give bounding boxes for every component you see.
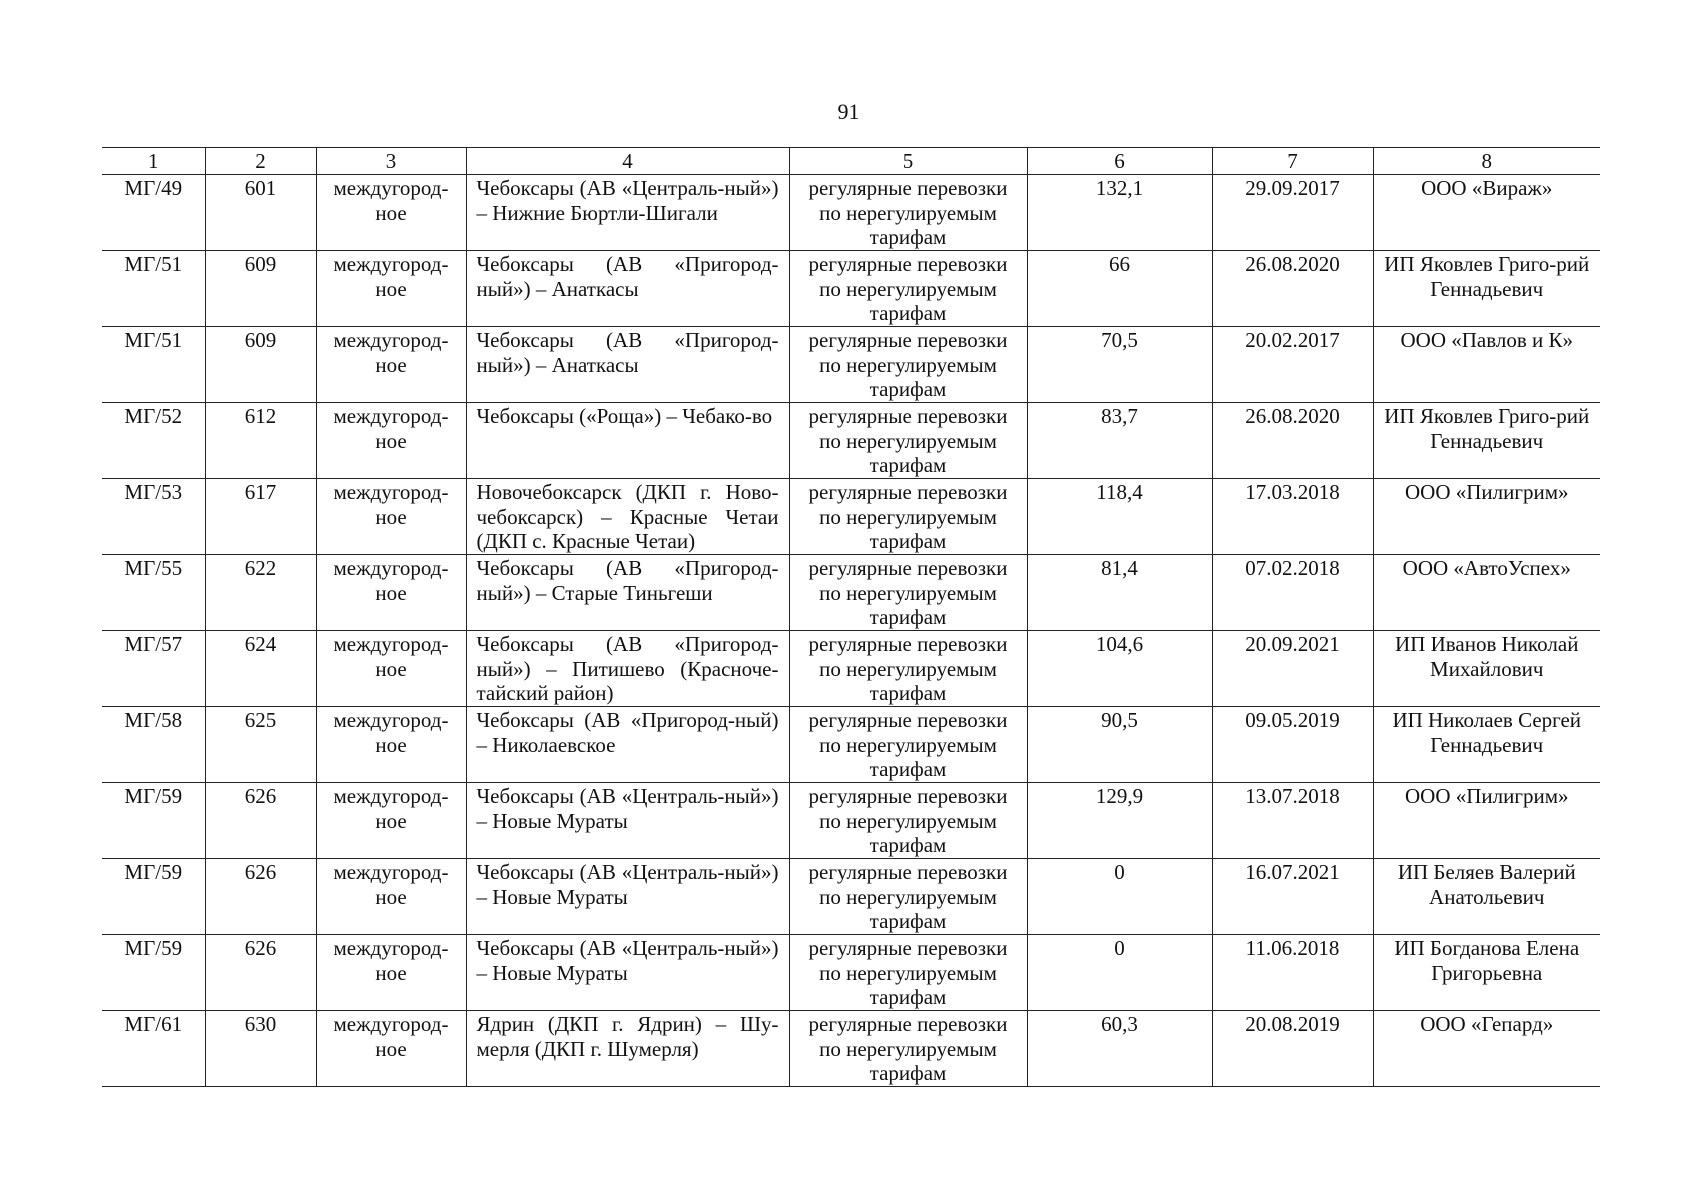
- route-length-cell: 83,7: [1027, 403, 1212, 479]
- route-code-cell: МГ/61: [102, 1011, 205, 1087]
- route-length-cell: 90,5: [1027, 707, 1212, 783]
- carrier-cell: ИП Яковлев Григо-рий Геннадьевич: [1373, 403, 1600, 479]
- transport-kind-cell: регулярные перевозки по нерегулируемым тарифам: [789, 403, 1027, 479]
- date-cell: 09.05.2019: [1212, 707, 1373, 783]
- carrier-cell: ООО «Пилигрим»: [1373, 479, 1600, 555]
- column-number: 7: [1212, 148, 1373, 175]
- date-cell: 29.09.2017: [1212, 175, 1373, 251]
- carrier-cell: ИП Иванов Николай Михайлович: [1373, 631, 1600, 707]
- route-type-cell: междугород- ное: [316, 935, 466, 1011]
- route-number-cell: 630: [205, 1011, 316, 1087]
- route-type-cell: междугород- ное: [316, 403, 466, 479]
- route-length-cell: 81,4: [1027, 555, 1212, 631]
- date-cell: 20.09.2021: [1212, 631, 1373, 707]
- route-path-cell: Чебоксары (АВ «Пригород-ный») – Питишево (Красноче-тайский район): [466, 631, 789, 707]
- route-code-cell: МГ/52: [102, 403, 205, 479]
- route-type-cell: междугород- ное: [316, 175, 466, 251]
- route-path-cell: Чебоксары (АВ «Централь-ный») – Новые Мураты: [466, 935, 789, 1011]
- route-code-cell: МГ/51: [102, 327, 205, 403]
- table-row: [102, 631, 1600, 707]
- route-code-cell: МГ/51: [102, 251, 205, 327]
- transport-kind-cell: регулярные перевозки по нерегулируемым тарифам: [789, 175, 1027, 251]
- route-type-cell: междугород- ное: [316, 783, 466, 859]
- route-code-cell: МГ/59: [102, 935, 205, 1011]
- route-number-cell: 622: [205, 555, 316, 631]
- route-number-cell: 625: [205, 707, 316, 783]
- transport-kind-cell: регулярные перевозки по нерегулируемым тарифам: [789, 935, 1027, 1011]
- carrier-cell: ООО «Пилигрим»: [1373, 783, 1600, 859]
- column-number: 5: [789, 148, 1027, 175]
- table-row: [102, 175, 1600, 251]
- column-number: 8: [1373, 148, 1600, 175]
- carrier-cell: ИП Николаев Сергей Геннадьевич: [1373, 707, 1600, 783]
- transport-kind-cell: регулярные перевозки по нерегулируемым тарифам: [789, 1011, 1027, 1087]
- route-type-cell: междугород- ное: [316, 707, 466, 783]
- route-code-cell: МГ/55: [102, 555, 205, 631]
- route-type-cell: междугород- ное: [316, 859, 466, 935]
- column-number: 4: [466, 148, 789, 175]
- transport-kind-cell: регулярные перевозки по нерегулируемым тарифам: [789, 555, 1027, 631]
- route-path-cell: Чебоксары (АВ «Пригород-ный») – Старые Тиньгеши: [466, 555, 789, 631]
- route-type-cell: междугород- ное: [316, 555, 466, 631]
- route-length-cell: 70,5: [1027, 327, 1212, 403]
- transport-kind-cell: регулярные перевозки по нерегулируемым тарифам: [789, 631, 1027, 707]
- column-number: 3: [316, 148, 466, 175]
- table-row: [102, 935, 1600, 1011]
- transport-kind-cell: регулярные перевозки по нерегулируемым тарифам: [789, 859, 1027, 935]
- transport-kind-cell: регулярные перевозки по нерегулируемым тарифам: [789, 327, 1027, 403]
- route-path-cell: Чебоксары (АВ «Централь-ный») – Новые Мураты: [466, 859, 789, 935]
- route-code-cell: МГ/49: [102, 175, 205, 251]
- route-number-cell: 617: [205, 479, 316, 555]
- carrier-cell: ООО «Гепард»: [1373, 1011, 1600, 1087]
- route-number-cell: 609: [205, 327, 316, 403]
- table-row: [102, 783, 1600, 859]
- route-path-cell: Ядрин (ДКП г. Ядрин) – Шу-мерля (ДКП г. Шумерля): [466, 1011, 789, 1087]
- table-row: [102, 1011, 1600, 1087]
- route-number-cell: 609: [205, 251, 316, 327]
- table-row: [102, 859, 1600, 935]
- route-type-cell: междугород- ное: [316, 631, 466, 707]
- table-row: [102, 555, 1600, 631]
- column-number: 6: [1027, 148, 1212, 175]
- date-cell: 20.08.2019: [1212, 1011, 1373, 1087]
- transport-kind-cell: регулярные перевозки по нерегулируемым тарифам: [789, 707, 1027, 783]
- date-cell: 17.03.2018: [1212, 479, 1373, 555]
- route-length-cell: 118,4: [1027, 479, 1212, 555]
- carrier-cell: ИП Яковлев Григо-рий Геннадьевич: [1373, 251, 1600, 327]
- route-type-cell: междугород- ное: [316, 327, 466, 403]
- route-path-cell: Чебоксары (АВ «Централь-ный») – Нижние Бюртли-Шигали: [466, 175, 789, 251]
- route-path-cell: Чебоксары (АВ «Пригород-ный») – Анаткасы: [466, 251, 789, 327]
- carrier-cell: ООО «Вираж»: [1373, 175, 1600, 251]
- transport-kind-cell: регулярные перевозки по нерегулируемым тарифам: [789, 479, 1027, 555]
- route-length-cell: 129,9: [1027, 783, 1212, 859]
- carrier-cell: ИП Беляев Валерий Анатольевич: [1373, 859, 1600, 935]
- routes-table: [102, 147, 1600, 1087]
- route-path-cell: Новочебоксарск (ДКП г. Ново-чебоксарск) – Красные Четаи (ДКП с. Красные Четаи): [466, 479, 789, 555]
- route-length-cell: 60,3: [1027, 1011, 1212, 1087]
- date-cell: 20.02.2017: [1212, 327, 1373, 403]
- route-path-cell: Чебоксары (АВ «Пригород-ный) – Николаевское: [466, 707, 789, 783]
- carrier-cell: ООО «Павлов и К»: [1373, 327, 1600, 403]
- route-path-cell: Чебоксары (АВ «Пригород-ный») – Анаткасы: [466, 327, 789, 403]
- table-row: [102, 327, 1600, 403]
- route-number-cell: 601: [205, 175, 316, 251]
- column-number: 1: [102, 148, 205, 175]
- date-cell: 13.07.2018: [1212, 783, 1373, 859]
- route-number-cell: 626: [205, 935, 316, 1011]
- route-path-cell: Чебоксары (АВ «Централь-ный») – Новые Мураты: [466, 783, 789, 859]
- route-number-cell: 626: [205, 783, 316, 859]
- route-type-cell: междугород- ное: [316, 479, 466, 555]
- route-code-cell: МГ/53: [102, 479, 205, 555]
- table-row: [102, 251, 1600, 327]
- carrier-cell: ООО «АвтоУспех»: [1373, 555, 1600, 631]
- route-number-cell: 626: [205, 859, 316, 935]
- route-length-cell: 0: [1027, 935, 1212, 1011]
- date-cell: 11.06.2018: [1212, 935, 1373, 1011]
- column-number-row: [102, 148, 1600, 175]
- route-length-cell: 104,6: [1027, 631, 1212, 707]
- route-code-cell: МГ/59: [102, 859, 205, 935]
- column-number: 2: [205, 148, 316, 175]
- date-cell: 07.02.2018: [1212, 555, 1373, 631]
- table-row: [102, 707, 1600, 783]
- table-row: [102, 479, 1600, 555]
- table-row: [102, 403, 1600, 479]
- route-length-cell: 66: [1027, 251, 1212, 327]
- date-cell: 16.07.2021: [1212, 859, 1373, 935]
- route-length-cell: 0: [1027, 859, 1212, 935]
- page-number: 91: [837, 99, 860, 124]
- date-cell: 26.08.2020: [1212, 403, 1373, 479]
- route-type-cell: междугород- ное: [316, 251, 466, 327]
- route-number-cell: 612: [205, 403, 316, 479]
- transport-kind-cell: регулярные перевозки по нерегулируемым тарифам: [789, 783, 1027, 859]
- route-code-cell: МГ/59: [102, 783, 205, 859]
- route-number-cell: 624: [205, 631, 316, 707]
- route-length-cell: 132,1: [1027, 175, 1212, 251]
- route-code-cell: МГ/57: [102, 631, 205, 707]
- route-code-cell: МГ/58: [102, 707, 205, 783]
- route-path-cell: Чебоксары («Роща») – Чебако-во: [466, 403, 789, 479]
- carrier-cell: ИП Богданова Елена Григорьевна: [1373, 935, 1600, 1011]
- route-type-cell: междугород- ное: [316, 1011, 466, 1087]
- transport-kind-cell: регулярные перевозки по нерегулируемым тарифам: [789, 251, 1027, 327]
- date-cell: 26.08.2020: [1212, 251, 1373, 327]
